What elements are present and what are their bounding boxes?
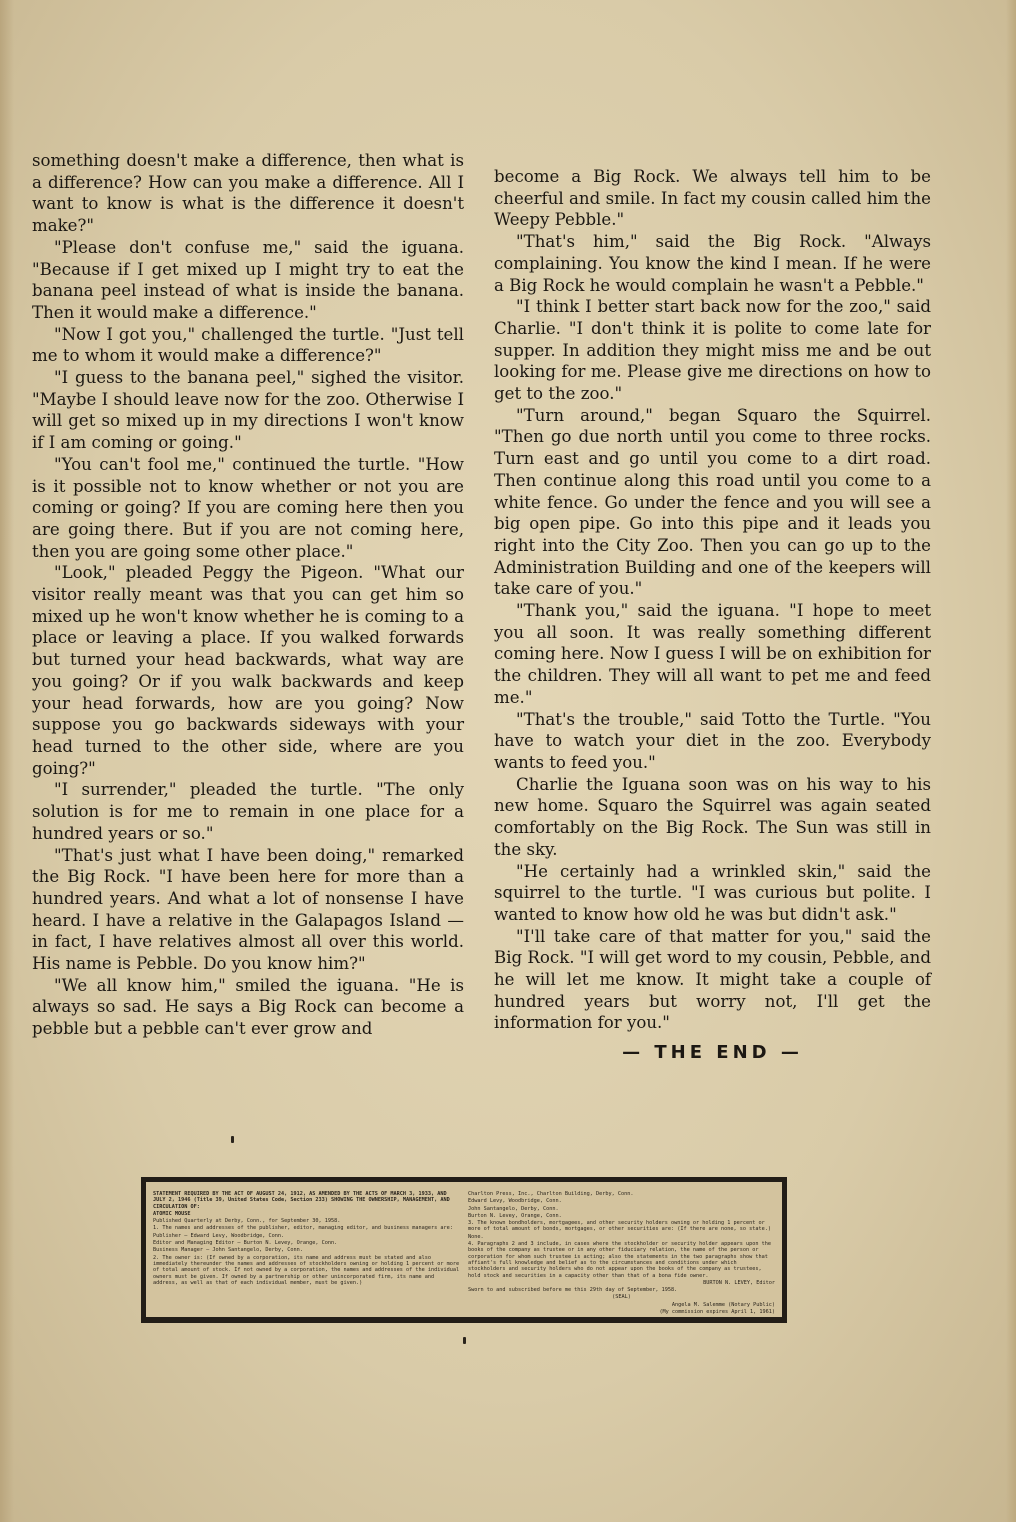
paragraph: something doesn't make a difference, then what is a difference? How can you make a difference. All I want to know is what is the difference it doesn't make?" xyxy=(32,151,464,236)
paragraph: "Look," pleaded Peggy the Pigeon. "What our visitor really meant was that you can get him so mixed up he won't know whether he is coming to a place or leaving a place. If you walked forwards but turned your head backwards, what way are you going? Or if you walk backwards and keep your head forwards, how are you going? Now suppose you go backwards sideways with your head turned to the other side, where are you going?" xyxy=(32,563,464,778)
statement-left-column xyxy=(153,1191,460,1311)
paragraph: Charlie the Iguana soon was on his way to his new home. Squaro the Squirrel was again seated comfortably on the Big Rock. The Sun was still in the sky. xyxy=(494,774,931,859)
statement-line: 1. The names and addresses of the publisher, editor, managing editor, and business managers are: xyxy=(153,1225,453,1232)
story-right-column xyxy=(494,166,931,1064)
statement-line: Sworn to and subscribed before me this 29th day of September, 1958. xyxy=(468,1287,678,1294)
paragraph: "I think I better start back now for the zoo," said Charlie. "I don't think it is polite to come late for supper. In addition they might miss me and be out looking for me. Please give me directions on how to get to the zoo." xyxy=(494,297,931,404)
statement-line: 4. Paragraphs 2 and 3 include, in cases where the stockholder or security holder appears upon the books of the company as trustee or in any other fiduciary relation, the name of the person or corporation for whom such trustee is acting; also the statements in the two paragraphs show that affiant's full knowledge and belief as to the circumstances and conditions under which stockholders and security holders who do not appear upon the books of the company as trustees, hold stock and securities in a capacity other than that of a bona fide owner. xyxy=(468,1241,771,1279)
statement-notary: Angela M. Salemme (Notary Public) xyxy=(671,1301,775,1308)
statement-line: John Santangelo, Derby, Conn. xyxy=(468,1205,559,1212)
statement-line: Burton N. Levey, Orange, Conn. xyxy=(468,1212,562,1219)
statement-heading: STATEMENT REQUIRED BY THE ACT OF AUGUST 24, 1912, AS AMENDED BY THE ACTS OF MARCH 3, 1933, AND JULY 2, 1946 (Title 39, United States Code, Section 233) SHOWING THE OWNERSHIP, MANAGEMENT, AND CIRCULATION OF: xyxy=(153,1191,450,1210)
statement-right-column xyxy=(468,1191,775,1316)
paragraph: "That's just what I have been doing," remarked the Big Rock. "I have been here for more than a hundred years. And what a lot of nonsense I have heard. I have a relative in the Galapagos Island — in fact, I have relatives almost all over this world. His name is Pebble. Do you know him?" xyxy=(32,845,464,974)
paragraph: become a Big Rock. We always tell him to be cheerful and smile. In fact my cousin called him the Weepy Pebble." xyxy=(494,167,931,230)
statement-publication-title: ATOMIC MOUSE xyxy=(153,1210,191,1217)
paragraph: "We all know him," smiled the iguana. "He is always so sad. He says a Big Rock can become a pebble but a pebble can't ever grow and xyxy=(32,975,464,1039)
statement-line: 2. The owner is: (If owned by a corporation, its name and address must be stated and also immediately thereunder the names and addresses of stockholders owning or holding 1 percent or more of total amount of stock. If not owned by a corporation, the names and addresses of the individual owners must be given. If owned by a partnership or other unincorporated firm, its name and address, as well as that of each individual member, must be given.) xyxy=(153,1254,460,1286)
paragraph: "Thank you," said the iguana. "I hope to meet you all soon. It was really something different coming here. Now I guess I will be on exhibition for the children. They will all want to pet me and feed me." xyxy=(494,601,931,707)
statement-line: Publisher — Edward Levy, Woodbridge, Conn. xyxy=(153,1232,285,1239)
paragraph: "He certainly had a wrinkled skin," said the squirrel to the turtle. "I was curious but polite. I wanted to know how old he was but didn't ask." xyxy=(494,861,931,924)
statement-seal: (SEAL) xyxy=(612,1294,631,1301)
paragraph: "Turn around," began Squaro the Squirrel. "Then go due north until you come to three rocks. Turn east and go until you come to a dirt road. Then continue along this road until you come to a white fence. Go under the fence and you will see a big open pipe. Go into this pipe and it leads you right into the City Zoo. Then you can go up to the Administration Building and one of the keepers will take care of you." xyxy=(494,405,931,599)
paragraph: "You can't fool me," continued the turtle. "How is it possible not to know whether or not you are coming or going? If you are coming here then you are going there. But if you are not coming here, then you are going some other place." xyxy=(32,454,464,561)
statement-line: Editor and Managing Editor — Burton N. Levey, Orange, Conn. xyxy=(153,1240,338,1247)
paragraph: "Please don't confuse me," said the iguana. "Because if I get mixed up I might try to eat the banana peel instead of what is inside the banana. Then it would make a difference." xyxy=(32,237,464,322)
statement-signature: BURTON N. LEVEY, Editor xyxy=(703,1279,775,1286)
statement-line: None. xyxy=(468,1233,484,1240)
the-end-mark: — THE END — xyxy=(622,1042,803,1064)
statement-line: Published Quarterly at Derby, Conn., for September 30, 1958. xyxy=(153,1218,341,1225)
statement-line: Edward Levy, Woodbridge, Conn. xyxy=(468,1198,562,1205)
print-speck xyxy=(231,1136,234,1143)
paragraph: "That's him," said the Big Rock. "Always complaining. You know the kind I mean. If he were a Big Rock he would complain he wasn't a Pebble." xyxy=(494,232,931,295)
ownership-statement-box xyxy=(141,1177,787,1323)
paragraph: "Now I got you," challenged the turtle. "Just tell me to whom it would make a difference?" xyxy=(32,324,464,366)
statement-commission: (My commission expires April 1, 1961) xyxy=(659,1309,775,1316)
story-left-column xyxy=(32,150,464,1040)
paragraph: "I surrender," pleaded the turtle. "The only solution is for me to remain in one place for a hundred years or so." xyxy=(32,780,464,843)
statement-line: Charlton Press, Inc., Charlton Building, Derby, Conn. xyxy=(468,1191,634,1197)
statement-line: 3. The known bondholders, mortgagees, and other security holders owning or holding 1 percent or more of total amount of bonds, mortgages, or other securities are: (If there are none, so state.) xyxy=(468,1220,771,1233)
paragraph: "I'll take care of that matter for you," said the Big Rock. "I will get word to my cousin, Pebble, and he will let me know. It might take a couple of hundred years but worry not, I'll get the information for you." xyxy=(494,926,931,1033)
paragraph: "That's the trouble," said Totto the Turtle. "You have to watch your diet in the zoo. Everybody wants to feed you." xyxy=(494,709,931,772)
statement-line: Business Manager — John Santangelo, Derby, Conn. xyxy=(153,1247,303,1254)
print-speck xyxy=(463,1337,466,1344)
paragraph: "I guess to the banana peel," sighed the visitor. "Maybe I should leave now for the zoo. Otherwise I will get so mixed up in my directions I won't know if I am coming or going." xyxy=(32,368,464,453)
